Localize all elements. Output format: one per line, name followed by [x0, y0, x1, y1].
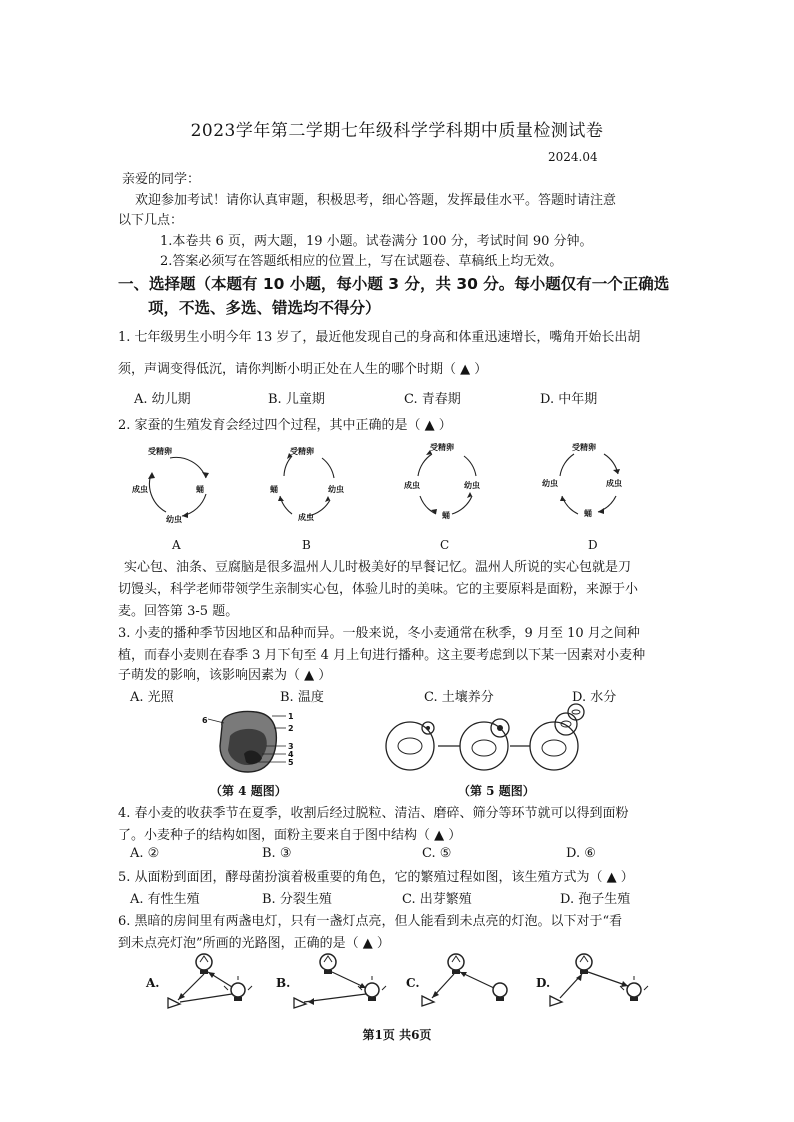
lifecycle-c-larva: 幼虫 — [464, 481, 480, 490]
wheat-seed-figure — [200, 706, 300, 778]
lifecycle-a-pupa: 蛹 — [196, 485, 204, 494]
light-path-a — [168, 954, 252, 1008]
q1-option-d: D. 中年期 — [540, 392, 598, 407]
exam-title: 2023学年第二学期七年级科学学科期中质量检测试卷 — [190, 121, 604, 141]
lifecycle-c-pupa: 蛹 — [442, 511, 450, 520]
q6-option-b: B. — [276, 976, 291, 990]
q3-option-b: B. 温度 — [280, 690, 324, 705]
q2-text: 2. 家蚕的生殖发育会经过四个过程，其中正确的是（ ▲ ） — [118, 418, 452, 433]
seed-label-1: 1 — [288, 712, 294, 721]
page-footer: 第1页 共6页 — [362, 1028, 432, 1042]
q3-line-1: 3. 小麦的播种季节因地区和品种而异。一般来说，冬小麦通常在秋季，9 月至 10 月之间种 — [118, 626, 640, 641]
passage-line-3: 麦。回答第 3-5 题。 — [118, 604, 239, 619]
figure-5-caption: （第 5 题图） — [458, 784, 535, 798]
q4-option-c: C. ⑤ — [422, 846, 452, 861]
q3-option-a: A. 光照 — [130, 690, 174, 705]
passage-line-2: 切馒头，科学老师带领学生亲制实心包，体验儿时的美味。它的主要原料是面粉，来源于小 — [118, 582, 639, 597]
intro-line-2: 以下几点： — [118, 213, 184, 228]
q1-line-1: 1. 七年级男生小明今年 13 岁了，最近他发现自己的身高和体重迅速增长，嘴角开始长出胡 — [118, 330, 641, 345]
q3-option-c: C. 土壤养分 — [424, 690, 494, 705]
q6-option-c: C. — [406, 976, 420, 990]
figure-4-caption: （第 4 题图） — [210, 784, 287, 798]
q1-line-2: 须，声调变得低沉，请你判断小明正处在人生的哪个时期（ ▲ ） — [118, 362, 488, 377]
q3-line-2: 植，而春小麦则在春季 3 月下旬至 4 月上旬进行播种。这主要考虑到以下某一因素对小麦种 — [118, 648, 646, 663]
section-heading-2: 项，不选、多选、错选均不得分） — [148, 299, 381, 317]
lifecycle-c-egg: 受精卵 — [430, 443, 454, 452]
lifecycle-c-adult: 成虫 — [404, 481, 420, 490]
intro-line-1: 欢迎参加考试！请你认真审题，积极思考，细心答题，发挥最佳水平。答题时请注意 — [135, 193, 617, 208]
seed-label-2: 2 — [288, 724, 294, 733]
seed-label-4: 4 — [288, 750, 294, 759]
passage-line-1: 实心包、油条、豆腐脑是很多温州人儿时极美好的早餐记忆。温州人所说的实心包就是刀 — [124, 560, 632, 575]
seed-label-5: 5 — [288, 758, 294, 767]
light-path-d — [550, 954, 648, 1006]
lifecycle-b-egg: 受精卵 — [290, 447, 314, 456]
lifecycle-d-pupa: 蛹 — [584, 509, 592, 518]
q2-option-d: D — [588, 538, 598, 552]
lifecycle-d-egg: 受精卵 — [572, 443, 596, 452]
section-heading-1: 一、选择题（本题有 10 小题，每小题 3 分，共 30 分。每小题仅有一个正确选 — [118, 275, 670, 293]
greeting: 亲爱的同学： — [122, 172, 201, 187]
q4-line-2: 了。小麦种子的结构如图，面粉主要来自于图中结构（ ▲ ） — [118, 828, 462, 843]
light-path-c — [422, 954, 507, 1006]
q6-option-a: A. — [146, 976, 160, 990]
q6-line-2: 到未点亮灯泡”所画的光路图，正确的是（ ▲ ） — [118, 936, 390, 951]
exam-date: 2024.04 — [548, 150, 598, 164]
lifecycle-b-pupa: 蛹 — [270, 485, 278, 494]
light-path-b — [294, 954, 386, 1008]
q4-option-b: B. ③ — [262, 846, 292, 861]
lifecycle-b-larva: 幼虫 — [328, 485, 344, 494]
q4-option-d: D. ⑥ — [566, 846, 596, 861]
q3-option-d: D. 水分 — [572, 690, 617, 705]
q5-option-b: B. 分裂生殖 — [262, 892, 332, 907]
q1-option-b: B. 儿童期 — [268, 392, 325, 407]
q3-line-3: 子萌发的影响，该影响因素为（ ▲ ） — [118, 668, 332, 683]
q2-option-b: B — [302, 538, 311, 552]
seed-label-3: 3 — [288, 742, 294, 751]
lifecycle-b-adult: 成虫 — [298, 513, 314, 522]
q2-option-a: A — [172, 538, 181, 552]
lifecycle-a-egg: 受精卵 — [148, 447, 172, 456]
q5-option-d: D. 孢子生殖 — [560, 892, 631, 907]
q1-option-a: A. 幼儿期 — [134, 392, 191, 407]
q5-option-a: A. 有性生殖 — [130, 892, 200, 907]
note-1: 1.本卷共 6 页，两大题，19 小题。试卷满分 100 分，考试时间 90 分钟。 — [160, 234, 593, 249]
seed-label-6: 6 — [202, 716, 208, 725]
lifecycle-d-larva: 幼虫 — [542, 479, 558, 488]
yeast-budding-figure — [380, 700, 620, 780]
lifecycle-a-adult: 成虫 — [132, 485, 148, 494]
q5-option-c: C. 出芽繁殖 — [402, 892, 472, 907]
q6-option-d: D. — [536, 976, 551, 990]
q6-line-1: 6. 黑暗的房间里有两盏电灯，只有一盏灯点亮，但人能看到未点亮的灯泡。以下对于“看 — [118, 914, 623, 929]
q2-option-c: C — [440, 538, 450, 552]
q1-option-c: C. 青春期 — [404, 392, 461, 407]
lifecycle-d-adult: 成虫 — [606, 479, 622, 488]
q4-line-1: 4. 春小麦的收获季节在夏季，收割后经过脱粒、清洁、磨碎、筛分等环节就可以得到面粉 — [118, 806, 629, 821]
q5-text: 5. 从面粉到面团，酵母菌扮演着极重要的角色，它的繁殖过程如图，该生殖方式为（ ▲ ） — [118, 870, 634, 885]
note-2: 2.答案必须写在答题纸相应的位置上，写在试题卷、草稿纸上均无效。 — [160, 254, 563, 269]
lifecycle-a-larva: 幼虫 — [166, 515, 182, 524]
q4-option-a: A. ② — [130, 846, 160, 861]
